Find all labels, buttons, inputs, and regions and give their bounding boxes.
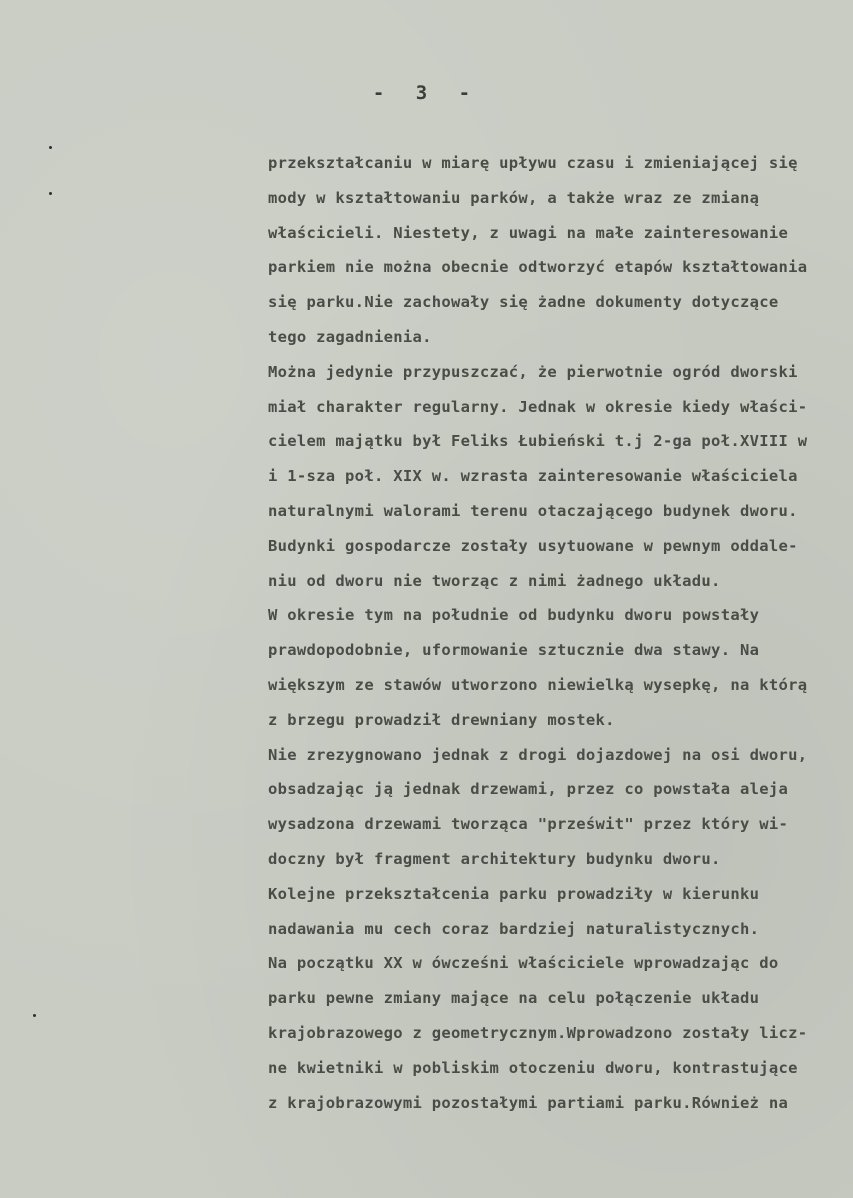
margin-mark	[49, 146, 52, 149]
text-line: właścicieli. Niestety, z uwagi na małe zainteresowanie	[268, 223, 789, 242]
text-line: miał charakter regularny. Jednak w okresie kiedy właści-	[268, 397, 808, 416]
text-line: się parku.Nie zachowały się żadne dokumenty dotyczące	[268, 293, 779, 312]
text-line: przekształcaniu w miarę upływu czasu i zmieniającej się	[268, 154, 798, 172]
margin-mark	[49, 192, 52, 195]
text-line: Budynki gospodarcze zostały usytuowane w pewnym oddale-	[268, 536, 798, 555]
text-line: W okresie tym na południe od budynku dworu powstały	[268, 606, 760, 625]
text-line: z krajobrazowymi pozostałymi partiami parku.Również na	[268, 1093, 789, 1112]
text-line: Kolejne przekształcenia parku prowadziły w kierunku	[268, 884, 760, 903]
text-line: parku pewne zmiany mające na celu połączenie układu	[268, 989, 760, 1008]
text-line: większym ze stawów utworzono niewielką wysepkę, na którą	[268, 675, 808, 694]
text-line: doczny był fragment architektury budynku dworu.	[268, 849, 721, 868]
text-line: cielem majątku był Feliks Łubieński t.j 2-ga poł.XVIII w	[268, 432, 808, 451]
text-line: ne kwietniki w pobliskim otoczeniu dworu, kontrastujące	[268, 1058, 798, 1077]
text-line: niu od dworu nie tworząc z nimi żadnego układu.	[268, 571, 721, 590]
text-line: krajobrazowego z geometrycznym.Wprowadzono zostały licz-	[268, 1023, 808, 1042]
text-line: Można jedynie przypuszczać, że pierwotnie ogród dworski	[268, 362, 798, 381]
typed-text-body	[268, 153, 853, 1127]
text-line: prawdopodobnie, uformowanie sztucznie dwa stawy. Na	[268, 641, 760, 660]
text-line: Nie zrezygnowano jednak z drogi dojazdowej na osi dworu,	[268, 745, 808, 764]
text-line: mody w kształtowaniu parków, a także wraz ze zmianą	[268, 188, 760, 207]
text-line: z brzegu prowadził drewniany mostek.	[268, 710, 615, 729]
text-line: wysadzona drzewami tworząca "prześwit" przez który wi-	[268, 815, 789, 834]
text-line: nadawania mu cech coraz bardziej naturalistycznych.	[268, 919, 760, 938]
text-line: obsadzając ją jednak drzewami, przez co powstała aleja	[268, 780, 789, 799]
text-line: Na początku XX w ówcześni właściciele wprowadzając do	[268, 954, 779, 973]
page-number: - 3 -	[372, 82, 481, 104]
text-line: parkiem nie można obecnie odtworzyć etapów kształtowania	[268, 258, 808, 277]
text-line: tego zagadnienia.	[268, 327, 432, 346]
text-line: i 1-sza poł. XIX w. wzrasta zainteresowanie właściciela	[268, 467, 798, 486]
margin-mark	[33, 1014, 36, 1017]
text-line: naturalnymi walorami terenu otaczającego budynek dworu.	[268, 501, 798, 520]
